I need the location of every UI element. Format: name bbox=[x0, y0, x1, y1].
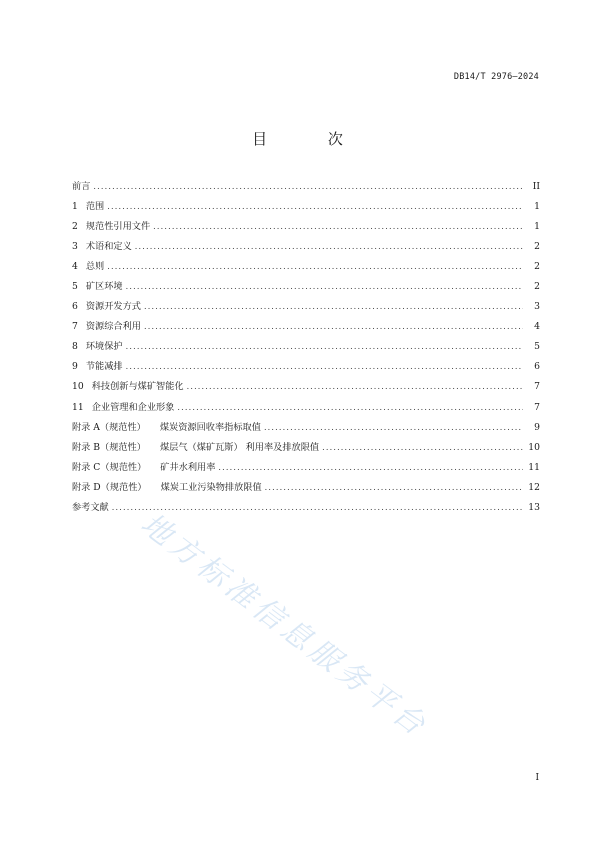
toc-entry-title: 节能减排 bbox=[85, 361, 123, 373]
toc-entry-number: 附录 B（规范性） bbox=[72, 441, 146, 453]
toc-entry-page: 3 bbox=[534, 301, 540, 313]
toc-entry-title: 企业管理和企业形象 bbox=[91, 401, 175, 413]
toc-entry[interactable] bbox=[72, 338, 540, 358]
toc-entry[interactable] bbox=[72, 238, 540, 258]
toc-dot-leader bbox=[112, 503, 523, 512]
toc-dot-leader bbox=[107, 262, 523, 271]
toc-entry-title: 矿井水利用率 bbox=[160, 461, 216, 473]
toc-entry-number: 附录 A（规范性） bbox=[72, 421, 146, 433]
toc-entry[interactable] bbox=[72, 318, 540, 338]
toc-entry[interactable] bbox=[72, 459, 540, 479]
toc-entry-number: 11 bbox=[72, 401, 84, 413]
watermark: 地方标准信息服务平台 bbox=[134, 506, 435, 745]
toc-entry-page: 2 bbox=[534, 281, 540, 293]
toc-entry[interactable] bbox=[72, 258, 540, 278]
toc-entry-title: 煤层气（煤矿瓦斯） 利用率及排放限值 bbox=[159, 441, 320, 453]
toc-dot-leader bbox=[135, 242, 523, 251]
toc-entry-title: 规范性引用文件 bbox=[85, 221, 151, 233]
toc-entry-number: 附录 D（规范性） bbox=[72, 481, 147, 493]
toc-dot-leader bbox=[93, 182, 523, 191]
toc-entry[interactable] bbox=[72, 278, 540, 298]
toc-entry-page: 2 bbox=[534, 241, 540, 253]
toc-dot-leader bbox=[322, 443, 523, 452]
toc-dot-leader bbox=[107, 202, 523, 211]
toc-dot-leader bbox=[187, 382, 523, 391]
toc-entry[interactable] bbox=[72, 218, 540, 238]
toc-entry[interactable] bbox=[72, 479, 540, 499]
toc-entry-page: 13 bbox=[528, 501, 540, 513]
toc-dot-leader bbox=[265, 483, 523, 492]
toc-entry-title: 总则 bbox=[85, 261, 105, 273]
toc-entry-number: 2 bbox=[72, 221, 78, 233]
toc-dot-leader bbox=[144, 322, 523, 331]
toc-dot-leader bbox=[126, 342, 523, 351]
toc-entry[interactable] bbox=[72, 378, 540, 398]
toc-dot-leader bbox=[218, 463, 523, 472]
toc-entry-number: 5 bbox=[72, 281, 78, 293]
toc-entry-number: 1 bbox=[72, 201, 78, 213]
toc-heading: 目 次 bbox=[252, 130, 371, 148]
toc-entry[interactable] bbox=[72, 439, 540, 459]
toc-entry[interactable] bbox=[72, 358, 540, 378]
toc-entry[interactable] bbox=[72, 399, 540, 419]
toc-entry-page: 7 bbox=[534, 381, 540, 393]
toc-entry-title: 资源开发方式 bbox=[85, 301, 141, 313]
toc-entry-number: 附录 C（规范性） bbox=[72, 461, 147, 473]
toc-entry-page: 7 bbox=[534, 401, 540, 413]
toc-entry-page: 11 bbox=[528, 461, 540, 473]
toc-entry[interactable] bbox=[72, 499, 540, 519]
toc-entry-page: 10 bbox=[528, 441, 540, 453]
toc-entry-number: 6 bbox=[72, 301, 78, 313]
toc-entry-number: 4 bbox=[72, 261, 78, 273]
document-number: DB14/T 2976—2024 bbox=[453, 72, 539, 82]
toc-entry-title: 前言 bbox=[72, 181, 91, 192]
toc-entry-title: 矿区环境 bbox=[85, 281, 123, 293]
toc-entry-number: 10 bbox=[72, 381, 84, 393]
toc-entry-title: 术语和定义 bbox=[85, 241, 132, 253]
toc-entry-page: 5 bbox=[534, 341, 540, 353]
toc-entry-page: 1 bbox=[534, 221, 540, 233]
toc-entry-title: 煤炭工业污染物排放限值 bbox=[160, 481, 262, 493]
table-of-contents bbox=[72, 178, 540, 519]
toc-entry-page: 1 bbox=[534, 201, 540, 213]
toc-entry[interactable] bbox=[72, 198, 540, 218]
toc-entry-title: 科技创新与煤矿智能化 bbox=[91, 381, 184, 393]
toc-entry-title: 资源综合利用 bbox=[85, 321, 141, 333]
toc-entry-title: 范围 bbox=[85, 201, 105, 213]
toc-dot-leader bbox=[126, 362, 523, 371]
toc-entry-title: 参考文献 bbox=[72, 501, 109, 513]
toc-entry-page: 2 bbox=[534, 261, 540, 273]
toc-dot-leader bbox=[264, 423, 523, 432]
toc-dot-leader bbox=[144, 302, 523, 311]
toc-entry-number: 9 bbox=[72, 361, 78, 373]
toc-entry[interactable] bbox=[72, 298, 540, 318]
toc-entry-page: 4 bbox=[534, 321, 540, 333]
toc-dot-leader bbox=[177, 403, 523, 412]
page-number: I bbox=[535, 773, 539, 783]
toc-dot-leader bbox=[153, 222, 523, 231]
toc-entry-number: 7 bbox=[72, 321, 78, 333]
toc-entry-title: 环境保护 bbox=[85, 341, 123, 353]
toc-entry-title: 煤炭资源回收率指标取值 bbox=[159, 421, 261, 433]
toc-entry-page: 9 bbox=[534, 421, 540, 433]
toc-entry[interactable] bbox=[72, 419, 540, 439]
toc-dot-leader bbox=[126, 282, 523, 291]
toc-entry-page: II bbox=[532, 181, 540, 192]
toc-entry[interactable] bbox=[72, 178, 540, 198]
toc-entry-page: 12 bbox=[528, 481, 540, 493]
toc-entry-number: 8 bbox=[72, 341, 78, 353]
toc-entry-page: 6 bbox=[534, 361, 540, 373]
toc-entry-number: 3 bbox=[72, 241, 78, 253]
